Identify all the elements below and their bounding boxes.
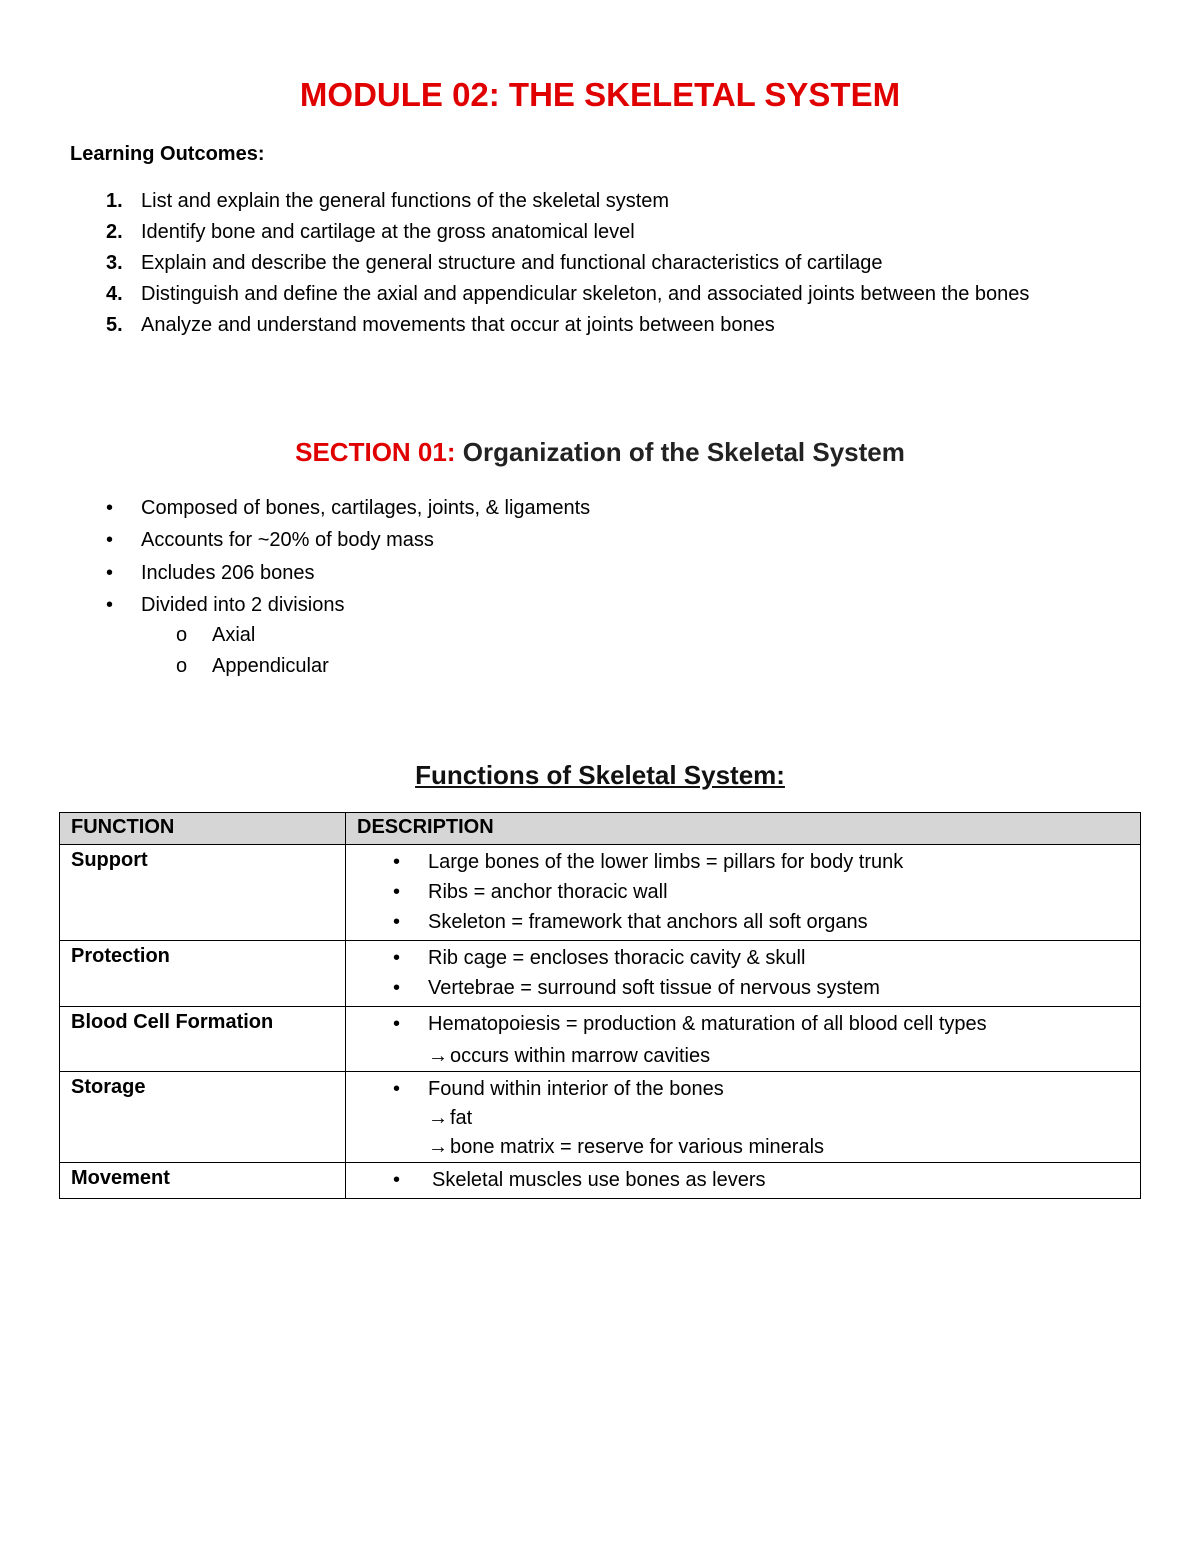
table-header-row [60, 813, 1141, 845]
sub-bullet-item [0, 651, 1200, 682]
learning-outcome-item [0, 310, 1200, 341]
outcome-number: 5. [106, 314, 123, 336]
description-item: • Skeletal muscles use bones as levers [346, 1165, 1140, 1195]
learning-outcome-item [0, 248, 1200, 279]
description-item: • Rib cage = encloses thoracic cavity & skull [346, 943, 1140, 973]
bullet-icon: • [393, 881, 401, 903]
outcome-text: Distinguish and define the axial and appendicular skeleton, and associated joints between the bones [141, 283, 1030, 305]
outcome-number: 4. [106, 283, 123, 305]
learning-outcomes-list [0, 186, 1200, 341]
bullet-icon: • [393, 911, 401, 933]
bullet-icon: • [393, 1169, 401, 1191]
bullet-icon: • [393, 851, 401, 873]
description-item: • Ribs = anchor thoracic wall [346, 877, 1140, 907]
learning-outcome-item [0, 217, 1200, 248]
bullet-text: Composed of bones, cartilages, joints, & ligaments [141, 497, 591, 519]
outcome-text: Analyze and understand movements that occur at joints between bones [141, 314, 775, 336]
sub-note: → occurs within marrow cavities [428, 1045, 711, 1067]
outcome-text: Explain and describe the general structure and functional characteristics of cartilage [141, 252, 883, 274]
learning-outcomes-heading: Learning Outcomes: [70, 143, 265, 165]
description-item: • Found within interior of the bones [346, 1074, 1140, 1104]
learning-outcome-item [0, 279, 1200, 310]
learning-outcome-item [0, 186, 1200, 217]
bullet-text: Includes 206 bones [141, 561, 315, 584]
description-item: • Vertebrae = surround soft tissue of nervous system [346, 973, 1140, 1003]
bullet-text: Accounts for ~20% of body mass [141, 529, 434, 552]
function-description [346, 1072, 1141, 1163]
outcome-number: 1. [106, 190, 123, 212]
function-name: Movement [60, 1163, 346, 1199]
outcome-text: Identify bone and cartilage at the gross anatomical level [141, 221, 635, 243]
table-row [60, 1163, 1141, 1199]
header-description: DESCRIPTION [346, 813, 1141, 845]
sub-bullet-icon: o [176, 655, 188, 677]
table-row [60, 1007, 1141, 1072]
organization-bullet-list [0, 492, 1200, 621]
function-description [346, 1007, 1141, 1072]
bullet-icon: • [393, 977, 401, 999]
function-name: Storage [60, 1072, 346, 1163]
functions-table [59, 812, 1141, 1199]
bullet-icon: • [106, 561, 114, 584]
sub-bullet-item [0, 620, 1200, 651]
sub-bullet-text: Axial [212, 624, 256, 646]
sub-note: → fat [428, 1107, 473, 1129]
header-function: FUNCTION [60, 813, 346, 845]
description-item: • Hematopoiesis = production & maturation of all blood cell types [346, 1009, 1140, 1039]
bullet-icon: • [106, 593, 114, 616]
function-name: Support [60, 845, 346, 941]
sub-bullet-icon: o [176, 624, 188, 646]
table-row [60, 1072, 1141, 1163]
bullet-text: Divided into 2 divisions [141, 593, 345, 616]
outcome-number: 3. [106, 252, 123, 274]
bullet-icon: • [106, 529, 114, 552]
section-label: SECTION 01: [295, 437, 456, 467]
function-description [346, 941, 1141, 1007]
bullet-icon: • [106, 497, 114, 519]
bullet-icon: • [393, 1013, 401, 1035]
bullet-icon: • [393, 1078, 401, 1100]
arrow-icon: → [428, 1107, 448, 1129]
module-title: MODULE 02: THE SKELETAL SYSTEM [299, 76, 901, 113]
table-row [60, 941, 1141, 1007]
function-name: Protection [60, 941, 346, 1007]
bullet-item [0, 524, 1200, 556]
bullet-item [0, 589, 1200, 621]
description-item: • Skeleton = framework that anchors all soft organs [346, 907, 1140, 937]
bullet-item [0, 492, 1200, 524]
bullet-icon: • [393, 947, 401, 969]
sub-note: → bone matrix = reserve for various minerals [428, 1136, 825, 1158]
description-item: • Large bones of the lower limbs = pillars for body trunk [346, 847, 1140, 877]
outcome-text: List and explain the general functions of the skeletal system [141, 190, 670, 212]
function-name: Blood Cell Formation [60, 1007, 346, 1072]
arrow-icon: → [428, 1136, 448, 1158]
table-row [60, 845, 1141, 941]
functions-table-title: Functions of Skeletal System: [415, 760, 785, 790]
sub-bullet-text: Appendicular [212, 655, 329, 677]
function-description [346, 845, 1141, 941]
outcome-number: 2. [106, 221, 123, 243]
arrow-icon: → [428, 1045, 448, 1067]
section-title [0, 437, 1200, 468]
section-name: Organization of the Skeletal System [462, 437, 905, 467]
function-description [346, 1163, 1141, 1199]
bullet-item [0, 557, 1200, 589]
